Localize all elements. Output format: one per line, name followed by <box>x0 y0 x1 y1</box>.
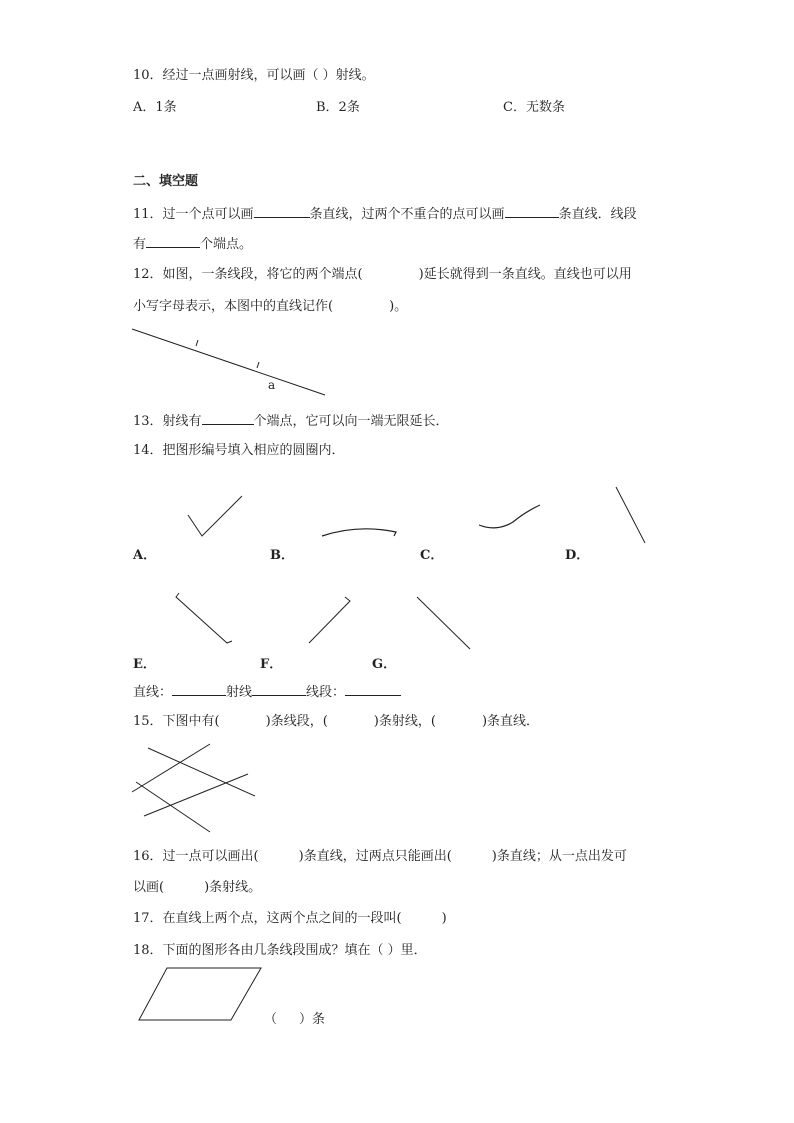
q15-text-4: )条直线． <box>481 714 540 729</box>
q11-line1 <box>133 205 637 223</box>
q18-parallelogram <box>135 964 265 1026</box>
q13-text-1: 13．射线有 <box>133 414 202 429</box>
q11-text-3: 条直线．线段 <box>558 207 637 222</box>
q14-straight-blank[interactable] <box>172 683 226 696</box>
q14-shape-c <box>475 500 550 535</box>
q16-text-1: 16．过一点可以画出( <box>133 849 259 864</box>
q15-text-1: 15．下图中有( <box>133 714 220 729</box>
q14-answer-line <box>133 683 401 701</box>
q14-shape-f <box>305 595 355 647</box>
q13-line <box>133 412 449 430</box>
q14-label-d: D． <box>565 548 590 563</box>
q11-text-4: 有 <box>133 237 147 252</box>
q14-segment-blank[interactable] <box>345 683 401 696</box>
q17-line <box>133 911 447 927</box>
q11-text-2: 条直线，过两个不重合的点可以画 <box>309 207 505 222</box>
q11-text-1: 11．过一个点可以画 <box>133 207 254 222</box>
q12-line <box>132 329 325 395</box>
q15-line <box>133 714 539 730</box>
q14-label-a: A． <box>133 548 157 563</box>
q14-ray-label: 射线 <box>226 685 253 700</box>
q14-label-e: E． <box>133 657 156 672</box>
q12-text-1: 12．如图，一条线段，将它的两个端点( <box>133 267 363 282</box>
q14-label-f: F． <box>260 657 283 672</box>
q13-blank[interactable] <box>202 412 254 425</box>
q15-text-2: )条线段，( <box>265 714 328 729</box>
q16-line2 <box>133 880 261 896</box>
q15-line-2 <box>132 744 210 792</box>
q18-answer <box>264 1012 325 1028</box>
section-title: 二、填空题 <box>133 174 199 189</box>
q14-shape-b <box>318 520 403 545</box>
q10-option-b: B．2条 <box>316 100 360 115</box>
q12-line2 <box>133 299 407 315</box>
q12-text-2: )延长就得到一条直线。直线也可以用 <box>418 267 632 282</box>
q14-shape-g <box>412 592 477 654</box>
q15-figure <box>130 740 260 835</box>
q14-label-b: B． <box>270 548 294 563</box>
q16-text-2: )条直线，过两点只能画出( <box>298 849 452 864</box>
q14-straight-label: 直线： <box>133 685 173 700</box>
q10-option-a: A．1条 <box>133 100 177 115</box>
q14-shape-d <box>610 483 655 548</box>
q14-segment-label: 线段： <box>306 685 346 700</box>
q15-text-3: )条射线，( <box>373 714 436 729</box>
q11-line2 <box>133 235 252 253</box>
q10-option-c: C．无数条 <box>503 100 565 115</box>
q16-text-4: 以画( <box>133 880 165 895</box>
q14-shape-e <box>170 585 240 650</box>
q12-figure <box>130 325 330 400</box>
q12-label-a: a <box>268 378 276 392</box>
q16-text-3: )条直线；从一点出发可 <box>491 849 627 864</box>
q12-tick-2 <box>257 362 259 368</box>
q14-label-g: G． <box>372 657 397 672</box>
q16-text-5: )条射线。 <box>204 880 262 895</box>
q18-paren-open: （ <box>264 1012 278 1027</box>
q11-blank-2[interactable] <box>505 205 559 218</box>
q14-label-c: C． <box>420 548 444 563</box>
q17-text-1: 17．在直线上两个点，这两个点之间的一段叫( <box>133 911 402 926</box>
q14-ray-blank[interactable] <box>252 683 306 696</box>
q13-text-2: 个端点，它可以向一端无限延长． <box>253 414 449 429</box>
q12-text-4: )。 <box>389 299 408 314</box>
q10-stem: 10．经过一点画射线，可以画（ ）射线。 <box>133 68 375 83</box>
q11-blank-1[interactable] <box>254 205 310 218</box>
q17-text-2: ) <box>441 911 447 926</box>
q12-tick-1 <box>196 340 198 346</box>
q12-text-3: 小写字母表示，本图中的直线记作( <box>133 299 334 314</box>
q15-line-3 <box>144 774 248 816</box>
q12-line1 <box>133 267 632 283</box>
q14-shape-a <box>180 490 250 545</box>
q14-stem: 14．把图形编号填入相应的圆圈内． <box>133 443 345 458</box>
q11-blank-3[interactable] <box>146 235 200 248</box>
q16-line1 <box>133 849 627 865</box>
q11-text-5: 个端点。 <box>200 237 253 252</box>
q15-line-4 <box>136 782 210 832</box>
q18-paren-close: ）条 <box>299 1012 326 1027</box>
q18-stem: 18．下面的图形各由几条线段围成？填在（ ）里． <box>133 943 427 958</box>
